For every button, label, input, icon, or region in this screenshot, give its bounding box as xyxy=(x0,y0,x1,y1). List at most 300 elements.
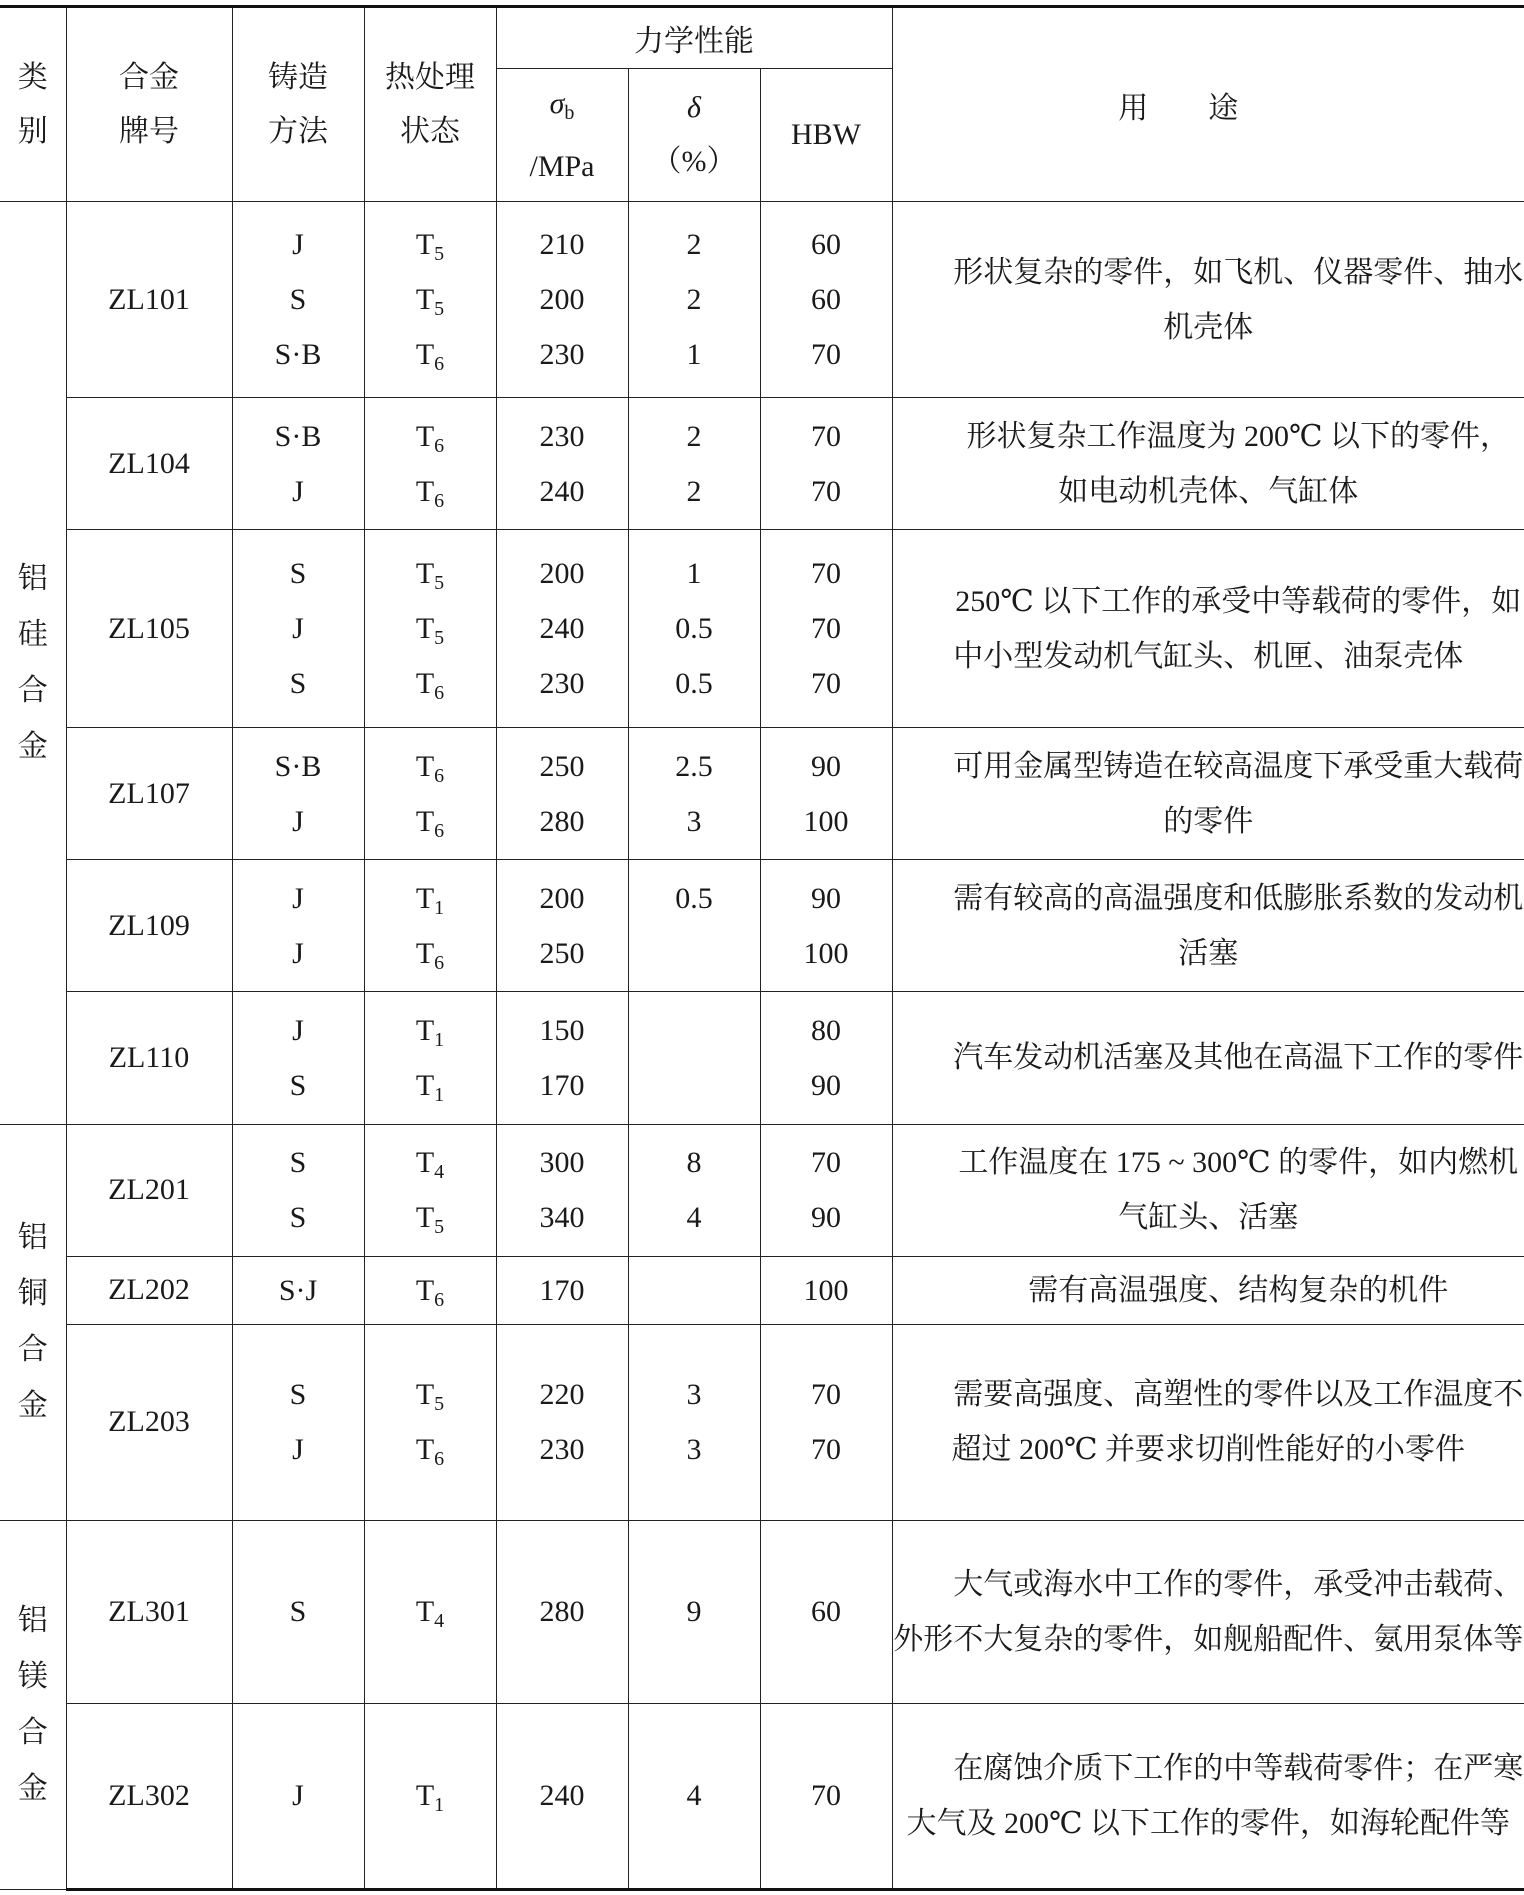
delta-value: 1 xyxy=(686,557,702,591)
casting-value: S·B xyxy=(274,419,322,453)
heat-state-number: 4 xyxy=(434,1610,445,1633)
table-row xyxy=(0,1124,1524,1256)
hbw-cell xyxy=(760,992,892,1124)
casting-cell xyxy=(232,1324,364,1520)
hbw-value: 60 xyxy=(811,1595,841,1629)
table-row xyxy=(0,1703,1524,1889)
casting-cell xyxy=(232,530,364,728)
casting-value: S xyxy=(289,283,307,317)
heat-cell xyxy=(364,728,496,860)
delta-values xyxy=(629,1768,760,1823)
header-sigma xyxy=(496,69,628,202)
heat-state-letter: T xyxy=(415,338,435,372)
casting-value: S xyxy=(289,667,307,701)
table-body xyxy=(0,202,1524,1890)
grade-cell: ZL301 xyxy=(66,1520,232,1703)
header-grade xyxy=(66,7,232,202)
hbw-values xyxy=(761,1367,892,1477)
category-cell xyxy=(0,1520,66,1889)
delta-value: 2 xyxy=(686,419,702,453)
hbw-value: 70 xyxy=(811,612,841,646)
usage-cell xyxy=(892,398,1524,530)
header-casting-line2: 方法 xyxy=(268,114,328,148)
delta-value: 9 xyxy=(686,1595,702,1629)
casting-values xyxy=(233,217,364,382)
category-char: 镁 xyxy=(17,1659,48,1693)
heat-cell xyxy=(364,1703,496,1889)
usage-text: 形状复杂工作温度为 200℃ 以下的零件，如电动机壳体、气缸体 xyxy=(966,419,1511,508)
heat-state-number: 1 xyxy=(434,896,445,919)
heat-state-letter: T xyxy=(415,936,435,970)
usage-cell xyxy=(892,728,1524,860)
delta-value xyxy=(629,926,760,981)
heat-values xyxy=(365,1584,496,1639)
heat-cell xyxy=(364,1256,496,1324)
header-casting-line1: 铸造 xyxy=(268,60,328,94)
heat-state-letter: T xyxy=(415,1201,435,1235)
casting-value: J xyxy=(292,881,304,915)
heat-cell xyxy=(364,398,496,530)
sigma-values xyxy=(497,871,628,981)
delta-values xyxy=(629,1584,760,1639)
sigma-value: 150 xyxy=(539,1013,585,1047)
delta-cell xyxy=(628,1256,760,1324)
sigma-value: 340 xyxy=(539,1201,585,1235)
heat-value xyxy=(365,656,496,711)
sigma-value: 200 xyxy=(539,283,585,317)
heat-value xyxy=(365,464,496,519)
casting-value: S xyxy=(289,1201,307,1235)
casting-value: S xyxy=(289,1146,307,1180)
hbw-cell xyxy=(760,202,892,398)
hbw-values xyxy=(761,1263,892,1318)
usage-cell xyxy=(892,202,1524,398)
sigma-cell xyxy=(496,860,628,992)
category-char: 合 xyxy=(17,673,48,707)
casting-values xyxy=(233,1135,364,1245)
hbw-cell xyxy=(760,1703,892,1889)
usage-cell xyxy=(892,1520,1524,1703)
heat-state-number: 5 xyxy=(434,298,445,321)
hbw-cell xyxy=(760,1124,892,1256)
header-casting xyxy=(232,7,364,202)
delta-cell xyxy=(628,398,760,530)
usage-text: 需有较高的高温强度和低膨胀系数的发动机活塞 xyxy=(953,881,1524,970)
sigma-value: 170 xyxy=(539,1068,585,1102)
heat-cell xyxy=(364,1520,496,1703)
delta-values xyxy=(629,871,760,981)
category-char: 金 xyxy=(17,1771,48,1805)
hbw-values xyxy=(761,409,892,519)
header-usage-text: 用途 xyxy=(1118,91,1299,125)
heat-value xyxy=(365,926,496,981)
delta-value: 0.5 xyxy=(675,667,713,701)
casting-value: J xyxy=(292,804,304,838)
sigma-value: 210 xyxy=(539,228,585,262)
usage-text: 需有高温强度、结构复杂的机件 xyxy=(1028,1273,1449,1307)
casting-values xyxy=(233,409,364,519)
casting-value: S xyxy=(289,1595,307,1629)
heat-value xyxy=(365,546,496,601)
heat-state-number: 6 xyxy=(434,1288,445,1311)
casting-cell xyxy=(232,860,364,992)
sigma-cell xyxy=(496,202,628,398)
sigma-cell xyxy=(496,1124,628,1256)
table-row xyxy=(0,1324,1524,1520)
delta-value: 2 xyxy=(686,283,702,317)
sigma-value: 230 xyxy=(539,667,585,701)
casting-cell xyxy=(232,992,364,1124)
header-grade-line2: 牌号 xyxy=(119,114,179,148)
heat-values xyxy=(365,409,496,519)
header-category-line1: 类 xyxy=(17,60,48,94)
usage-text: 可用金属型铸造在较高温度下承受重大载荷的零件 xyxy=(953,749,1524,838)
hbw-value: 70 xyxy=(811,338,841,372)
sigma-value: 280 xyxy=(539,1595,585,1629)
delta-value: 4 xyxy=(686,1201,702,1235)
delta-cell xyxy=(628,860,760,992)
hbw-cell xyxy=(760,530,892,728)
category-char: 铝 xyxy=(17,561,48,595)
delta-value: 0.5 xyxy=(675,612,713,646)
heat-value xyxy=(365,1367,496,1422)
casting-cell xyxy=(232,1520,364,1703)
casting-value: J xyxy=(292,936,304,970)
delta-value: 3 xyxy=(686,804,702,838)
grade-cell: ZL202 xyxy=(66,1256,232,1324)
heat-state-letter: T xyxy=(415,228,435,262)
hbw-value: 90 xyxy=(811,1068,841,1102)
delta-values xyxy=(629,1263,760,1318)
delta-values xyxy=(629,546,760,711)
sigma-value: 200 xyxy=(539,557,585,591)
sigma-values xyxy=(497,217,628,382)
heat-state-number: 6 xyxy=(434,1448,445,1471)
heat-value xyxy=(365,1768,496,1823)
heat-state-number: 5 xyxy=(434,627,445,650)
header-heat-line2: 状态 xyxy=(400,114,460,148)
header-heat-line1: 热处理 xyxy=(385,60,475,94)
heat-state-number: 5 xyxy=(434,243,445,266)
heat-value xyxy=(365,1003,496,1058)
sigma-values xyxy=(497,1584,628,1639)
delta-value xyxy=(629,1263,760,1318)
delta-value: 0.5 xyxy=(675,881,713,915)
hbw-cell xyxy=(760,728,892,860)
hbw-value: 70 xyxy=(811,1433,841,1467)
heat-state-number: 1 xyxy=(434,1083,445,1106)
header-sigma-symbol xyxy=(497,77,628,140)
heat-state-letter: T xyxy=(415,1378,435,1412)
casting-value: J xyxy=(292,474,304,508)
heat-values xyxy=(365,217,496,382)
delta-value: 2 xyxy=(686,474,702,508)
delta-value: 2 xyxy=(686,228,702,262)
delta-value: 4 xyxy=(686,1779,702,1813)
heat-value xyxy=(365,601,496,656)
grade-cell: ZL104 xyxy=(66,398,232,530)
hbw-value: 100 xyxy=(803,936,849,970)
category-label xyxy=(0,1210,66,1434)
heat-state-letter: T xyxy=(415,1068,435,1102)
heat-state-letter: T xyxy=(415,1433,435,1467)
casting-value: J xyxy=(292,612,304,646)
heat-value xyxy=(365,272,496,327)
usage-text: 250℃ 以下工作的承受中等载荷的零件，如中小型发动机气缸头、机匣、油泵壳体 xyxy=(953,584,1522,673)
casting-cell xyxy=(232,1256,364,1324)
sigma-cell xyxy=(496,1256,628,1324)
heat-state-letter: T xyxy=(415,1146,435,1180)
heat-value xyxy=(365,1135,496,1190)
delta-value: 3 xyxy=(686,1433,702,1467)
table-row xyxy=(0,202,1524,398)
delta-value: 2.5 xyxy=(675,749,713,783)
heat-values xyxy=(365,739,496,849)
heat-values xyxy=(365,1367,496,1477)
category-char: 铜 xyxy=(17,1277,48,1311)
hbw-value: 70 xyxy=(811,557,841,591)
category-char: 合 xyxy=(17,1715,48,1749)
delta-values xyxy=(629,1135,760,1245)
hbw-values xyxy=(761,739,892,849)
heat-state-letter: T xyxy=(415,557,435,591)
delta-value: 1 xyxy=(686,338,702,372)
heat-value xyxy=(365,327,496,382)
hbw-value: 70 xyxy=(811,1779,841,1813)
sigma-value: 170 xyxy=(539,1273,585,1307)
header-usage xyxy=(892,7,1524,202)
sigma-values xyxy=(497,1768,628,1823)
category-char: 硅 xyxy=(17,617,48,651)
hbw-values xyxy=(761,546,892,711)
usage-cell xyxy=(892,1256,1524,1324)
category-label xyxy=(0,551,66,775)
heat-value xyxy=(365,1584,496,1639)
heat-state-letter: T xyxy=(415,419,435,453)
heat-value xyxy=(365,217,496,272)
delta-value xyxy=(629,1003,760,1058)
sigma-value: 240 xyxy=(539,612,585,646)
sigma-value: 300 xyxy=(539,1146,585,1180)
casting-value: S·J xyxy=(278,1273,318,1307)
table-row xyxy=(0,1520,1524,1703)
casting-cell xyxy=(232,202,364,398)
category-char: 合 xyxy=(17,1333,48,1367)
delta-cell xyxy=(628,530,760,728)
sigma-values xyxy=(497,739,628,849)
heat-state-letter: T xyxy=(415,1013,435,1047)
heat-state-number: 6 xyxy=(434,682,445,705)
casting-values xyxy=(233,739,364,849)
sigma-value: 240 xyxy=(539,1779,585,1813)
heat-state-number: 4 xyxy=(434,1161,445,1184)
heat-values xyxy=(365,1003,496,1113)
heat-state-number: 5 xyxy=(434,1393,445,1416)
delta-cell xyxy=(628,1124,760,1256)
hbw-values xyxy=(761,1003,892,1113)
sigma-cell xyxy=(496,530,628,728)
header-sigma-unit: /MPa xyxy=(529,149,595,183)
delta-cell xyxy=(628,1324,760,1520)
heat-state-number: 5 xyxy=(434,572,445,595)
sigma-value: 230 xyxy=(539,419,585,453)
grade-cell: ZL203 xyxy=(66,1324,232,1520)
heat-state-number: 6 xyxy=(434,819,445,842)
hbw-values xyxy=(761,1584,892,1639)
hbw-values xyxy=(761,1768,892,1823)
casting-cell xyxy=(232,398,364,530)
casting-values xyxy=(233,546,364,711)
hbw-cell xyxy=(760,860,892,992)
heat-state-letter: T xyxy=(415,749,435,783)
usage-text: 汽车发动机活塞及其他在高温下工作的零件 xyxy=(953,1041,1524,1075)
heat-state-letter: T xyxy=(415,474,435,508)
header-mechanical: 力学性能 xyxy=(496,7,892,69)
casting-values xyxy=(233,1768,364,1823)
usage-cell xyxy=(892,1124,1524,1256)
heat-state-letter: T xyxy=(415,804,435,838)
heat-state-letter: T xyxy=(415,1779,435,1813)
category-label xyxy=(0,1593,66,1817)
heat-value xyxy=(365,1422,496,1477)
hbw-values xyxy=(761,1135,892,1245)
sigma-cell xyxy=(496,728,628,860)
sigma-values xyxy=(497,409,628,519)
table-row xyxy=(0,992,1524,1124)
sigma-values xyxy=(497,1263,628,1318)
usage-text: 形状复杂的零件，如飞机、仪器零件、抽水机壳体 xyxy=(953,255,1524,344)
alloy-properties-table xyxy=(0,5,1524,1891)
heat-state-number: 6 xyxy=(434,489,445,512)
grade-cell: ZL107 xyxy=(66,728,232,860)
sigma-value: 220 xyxy=(539,1378,585,1412)
delta-values xyxy=(629,739,760,849)
grade-cell: ZL201 xyxy=(66,1124,232,1256)
hbw-value: 60 xyxy=(811,228,841,262)
sigma-value: 250 xyxy=(539,749,585,783)
heat-cell xyxy=(364,530,496,728)
casting-value: J xyxy=(292,1779,304,1813)
hbw-value: 70 xyxy=(811,1146,841,1180)
heat-cell xyxy=(364,1124,496,1256)
grade-cell: ZL302 xyxy=(66,1703,232,1889)
hbw-value: 80 xyxy=(811,1013,841,1047)
grade-cell: ZL101 xyxy=(66,202,232,398)
category-cell xyxy=(0,202,66,1125)
table-row xyxy=(0,860,1524,992)
delta-values xyxy=(629,409,760,519)
delta-cell xyxy=(628,1520,760,1703)
heat-values xyxy=(365,1768,496,1823)
hbw-value: 70 xyxy=(811,419,841,453)
sigma-cell xyxy=(496,1520,628,1703)
heat-values xyxy=(365,546,496,711)
sigma-cell xyxy=(496,992,628,1124)
usage-text: 大气或海水中工作的零件，承受冲击载荷、外形不大复杂的零件，如舰船配件、氨用泵体等 xyxy=(893,1567,1524,1656)
delta-values xyxy=(629,217,760,382)
usage-cell xyxy=(892,860,1524,992)
usage-cell xyxy=(892,1324,1524,1520)
casting-value: J xyxy=(292,1433,304,1467)
heat-values xyxy=(365,1263,496,1318)
delta-cell xyxy=(628,992,760,1124)
header-delta xyxy=(628,69,760,202)
category-char: 金 xyxy=(17,1389,48,1423)
hbw-value: 70 xyxy=(811,667,841,701)
heat-value xyxy=(365,1263,496,1318)
delta-values xyxy=(629,1003,760,1113)
hbw-values xyxy=(761,871,892,981)
hbw-value: 90 xyxy=(811,1201,841,1235)
delta-cell xyxy=(628,1703,760,1889)
table-row xyxy=(0,1256,1524,1324)
category-char: 金 xyxy=(17,729,48,763)
table-row xyxy=(0,530,1524,728)
header-delta-symbol: δ xyxy=(687,91,701,124)
grade-cell: ZL109 xyxy=(66,860,232,992)
hbw-values xyxy=(761,217,892,382)
sigma-value: 250 xyxy=(539,936,585,970)
heat-value xyxy=(365,409,496,464)
casting-value: S xyxy=(289,1378,307,1412)
heat-state-number: 1 xyxy=(434,1028,445,1051)
casting-values xyxy=(233,1584,364,1639)
hbw-value: 100 xyxy=(803,1273,849,1307)
delta-cell xyxy=(628,728,760,860)
hbw-value: 90 xyxy=(811,749,841,783)
casting-value: J xyxy=(292,1013,304,1047)
casting-cell xyxy=(232,1703,364,1889)
category-char: 铝 xyxy=(17,1221,48,1255)
sigma-values xyxy=(497,1135,628,1245)
header-category-line2: 别 xyxy=(17,114,48,148)
delta-values xyxy=(629,1367,760,1477)
usage-cell xyxy=(892,992,1524,1124)
header-hbw: HBW xyxy=(760,69,892,202)
heat-state-number: 5 xyxy=(434,1216,445,1239)
sigma-value: 200 xyxy=(539,881,585,915)
heat-state-number: 6 xyxy=(434,764,445,787)
sigma-value: 230 xyxy=(539,1433,585,1467)
grade-cell: ZL105 xyxy=(66,530,232,728)
usage-text: 工作温度在 175 ~ 300℃ 的零件，如内燃机气缸头、活塞 xyxy=(958,1146,1519,1235)
heat-values xyxy=(365,871,496,981)
heat-state-number: 1 xyxy=(434,1794,445,1817)
sigma-value: 240 xyxy=(539,474,585,508)
heat-state-letter: T xyxy=(415,667,435,701)
heat-state-letter: T xyxy=(415,283,435,317)
sigma-value: 230 xyxy=(539,338,585,372)
sigma-values xyxy=(497,1367,628,1477)
hbw-value: 70 xyxy=(811,474,841,508)
usage-text: 需要高强度、高塑性的零件以及工作温度不超过 200℃ 并要求切削性能好的小零件 xyxy=(951,1378,1524,1467)
hbw-cell xyxy=(760,1256,892,1324)
heat-cell xyxy=(364,202,496,398)
sigma-values xyxy=(497,1003,628,1113)
casting-value: S xyxy=(289,1068,307,1102)
heat-state-number: 6 xyxy=(434,434,445,457)
heat-state-number: 6 xyxy=(434,951,445,974)
casting-values xyxy=(233,1003,364,1113)
table-row xyxy=(0,728,1524,860)
hbw-value: 100 xyxy=(803,804,849,838)
category-cell xyxy=(0,1124,66,1520)
hbw-value: 90 xyxy=(811,881,841,915)
header-grade-line1: 合金 xyxy=(119,60,179,94)
sigma-subscript: b xyxy=(564,101,575,124)
casting-value: J xyxy=(292,228,304,262)
delta-value: 3 xyxy=(686,1378,702,1412)
